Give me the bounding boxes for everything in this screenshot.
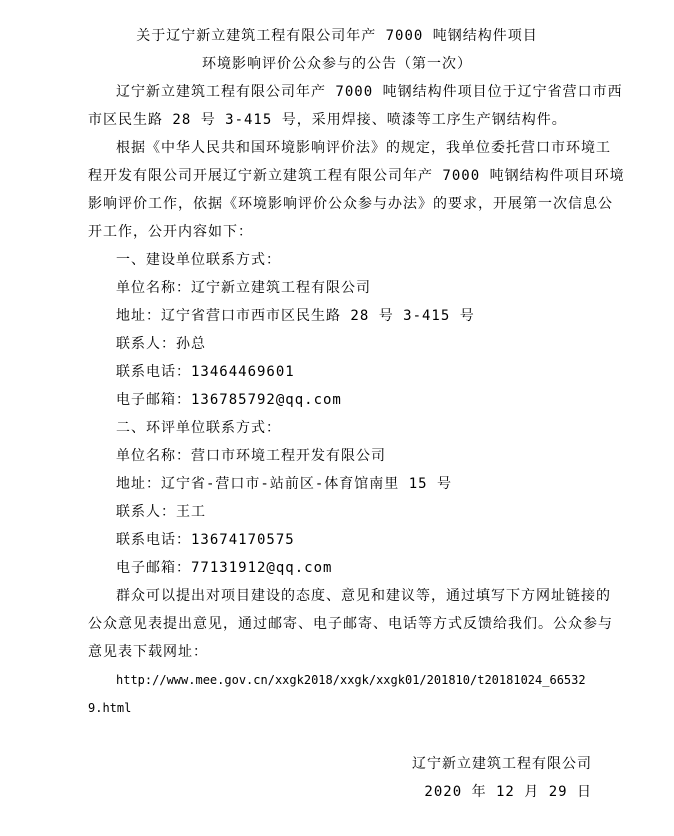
eia-section-heading: 二、环评单位联系方式： <box>116 420 281 436</box>
eia-company-name: 单位名称：营口市环境工程开发有限公司 <box>116 448 386 464</box>
eia-contact-phone: 联系电话：13674170575 <box>116 532 295 548</box>
feedback-paragraph-line-3: 意见表下载网址： <box>88 644 208 660</box>
basis-paragraph-line-2: 程开发有限公司开展辽宁新立建筑工程有限公司年产 7000 吨钢结构件项目环境 <box>88 168 625 184</box>
eia-company-address: 地址：辽宁省-营口市-站前区-体育馆南里 15 号 <box>116 476 452 492</box>
feedback-paragraph-line-2: 公众意见表提出意见，通过邮寄、电子邮寄、电话等方式反馈给我们。公众参与 <box>88 616 613 632</box>
basis-paragraph-line-4: 开工作，公开内容如下： <box>88 224 253 240</box>
spacer-line <box>88 722 634 750</box>
signature-date: 2020 年 12 月 29 日 <box>424 784 592 800</box>
feedback-paragraph-line-1: 群众可以提出对项目建设的态度、意见和建议等，通过填写下方网址链接的 <box>116 588 611 604</box>
download-url-line-1: http://www.mee.gov.cn/xxgk2018/xxgk/xxgk01/201810/t20181024_66532 <box>116 673 586 687</box>
builder-section-heading: 一、建设单位联系方式： <box>116 252 281 268</box>
doc-title-line-2: 环境影响评价公众参与的公告（第一次） <box>202 56 472 72</box>
doc-title-line-1: 关于辽宁新立建筑工程有限公司年产 7000 吨钢结构件项目 <box>136 28 538 44</box>
builder-company-address: 地址：辽宁省营口市西市区民生路 28 号 3-415 号 <box>116 308 475 324</box>
basis-paragraph-line-1: 根据《中华人民共和国环境影响评价法》的规定，我单位委托营口市环境工 <box>116 140 611 156</box>
intro-paragraph-line-1: 辽宁新立建筑工程有限公司年产 7000 吨钢结构件项目位于辽宁省营口市西 <box>116 84 623 100</box>
builder-contact-person: 联系人：孙总 <box>116 336 206 352</box>
builder-contact-email: 电子邮箱：136785792@qq.com <box>116 392 342 408</box>
basis-paragraph-line-3: 影响评价工作，依据《环境影响评价公众参与办法》的要求，开展第一次信息公 <box>88 196 613 212</box>
builder-company-name: 单位名称：辽宁新立建筑工程有限公司 <box>116 280 371 296</box>
eia-contact-person: 联系人：王工 <box>116 504 206 520</box>
intro-paragraph-line-2: 市区民生路 28 号 3-415 号，采用焊接、喷漆等工序生产钢结构件。 <box>88 112 567 128</box>
signature-company: 辽宁新立建筑工程有限公司 <box>412 756 592 772</box>
download-url-line-2: 9.html <box>88 701 132 715</box>
builder-contact-phone: 联系电话：13464469601 <box>116 364 295 380</box>
eia-contact-email: 电子邮箱：77131912@qq.com <box>116 560 333 576</box>
